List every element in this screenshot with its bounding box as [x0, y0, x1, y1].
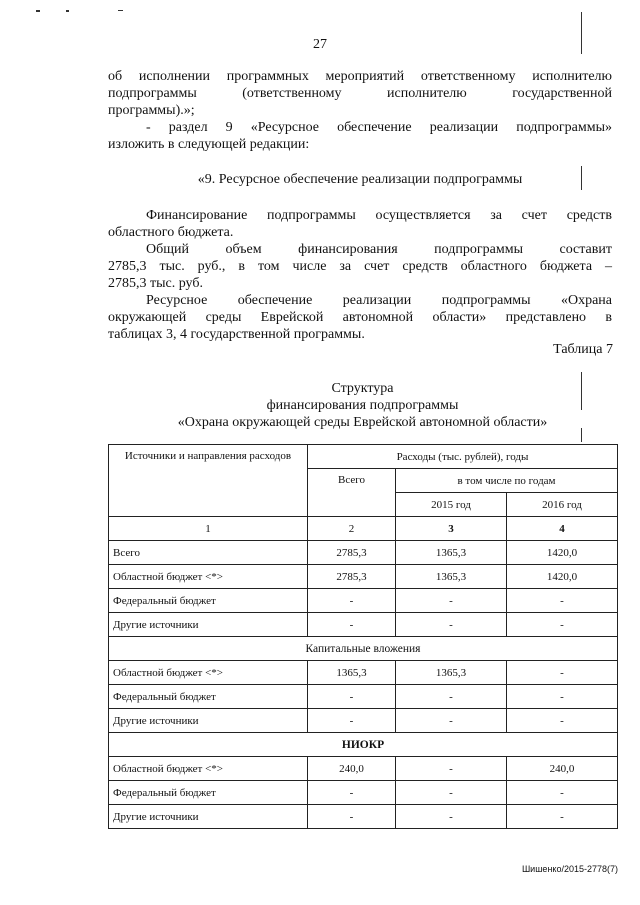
- table-title-line: Структура: [331, 381, 394, 396]
- row-total: -: [308, 685, 396, 709]
- row-total: 2785,3: [308, 565, 396, 589]
- row-2015: -: [396, 781, 507, 805]
- row-2016: 1420,0: [507, 565, 618, 589]
- text-line: 2785,3 тыс. руб.: [108, 276, 203, 291]
- financing-table-wrap: [108, 444, 617, 829]
- table-title-line: финансирования подпрограммы: [266, 398, 459, 413]
- header-2016: 2016 год: [507, 493, 618, 517]
- scan-mark: [118, 10, 123, 11]
- row-2015: 1365,3: [396, 541, 507, 565]
- text-line: - раздел 9 «Ресурсное обеспечение реализации подпрограммы»: [146, 120, 612, 135]
- section-capital-investments: Капитальные вложения: [109, 637, 618, 661]
- column-number: 2: [308, 517, 396, 541]
- row-2015: -: [396, 757, 507, 781]
- row-total: -: [308, 613, 396, 637]
- table-row: [109, 805, 618, 829]
- text-line: Финансирование подпрограммы осуществляется за счет средств: [146, 208, 612, 223]
- row-total: -: [308, 709, 396, 733]
- text-line: таблицах 3, 4 государственной программы.: [108, 327, 365, 342]
- table-row: [109, 781, 618, 805]
- table-label: Таблица 7: [553, 342, 613, 357]
- table-row: [109, 589, 618, 613]
- row-source: Федеральный бюджет: [109, 781, 308, 805]
- row-2015: -: [396, 685, 507, 709]
- column-number: 1: [109, 517, 308, 541]
- row-source: Федеральный бюджет: [109, 589, 308, 613]
- text-line: об исполнении программных мероприятий ответственному исполнителю: [108, 69, 612, 84]
- row-2016: -: [507, 661, 618, 685]
- row-2016: 1420,0: [507, 541, 618, 565]
- table-title: [108, 380, 617, 431]
- row-source: Областной бюджет <*>: [109, 757, 308, 781]
- row-source: Другие источники: [109, 613, 308, 637]
- header-2015: 2015 год: [396, 493, 507, 517]
- text-line: изложить в следующей редакции:: [108, 137, 310, 152]
- section-row: [109, 733, 618, 757]
- row-total: -: [308, 781, 396, 805]
- text-line: подпрограммы (ответственному исполнителю государственной: [108, 86, 612, 101]
- table-title-line: «Охрана окружающей среды Еврейской автономной области»: [177, 415, 548, 430]
- row-source: Всего: [109, 541, 308, 565]
- scan-mark: [36, 10, 40, 12]
- table-row: [109, 709, 618, 733]
- row-2016: -: [507, 685, 618, 709]
- row-2016: 240,0: [507, 757, 618, 781]
- row-2015: -: [396, 613, 507, 637]
- table-row: [109, 661, 618, 685]
- row-source: Областной бюджет <*>: [109, 661, 308, 685]
- table-row: [109, 565, 618, 589]
- column-number: 4: [507, 517, 618, 541]
- table-row: [109, 685, 618, 709]
- row-total: -: [308, 589, 396, 613]
- row-2015: 1365,3: [396, 565, 507, 589]
- page-number: 27: [313, 37, 327, 52]
- text-line: 2785,3 тыс. руб., в том числе за счет средств областного бюджета –: [108, 259, 612, 274]
- table-row: [109, 613, 618, 637]
- row-2015: -: [396, 589, 507, 613]
- section-row: [109, 637, 618, 661]
- section-heading: «9. Ресурсное обеспечение реализации подпрограммы: [197, 172, 523, 187]
- text-line: программы).»;: [108, 103, 195, 118]
- row-total: -: [308, 805, 396, 829]
- text-line: областного бюджета.: [108, 225, 234, 240]
- section-niokr: НИОКР: [109, 733, 618, 757]
- document-body: [108, 68, 612, 153]
- row-2016: -: [507, 805, 618, 829]
- text-line: Общий объем финансирования подпрограммы составит: [146, 242, 612, 257]
- row-2015: -: [396, 709, 507, 733]
- header-expenses: Расходы (тыс. рублей), годы: [308, 445, 618, 469]
- row-total: 2785,3: [308, 541, 396, 565]
- table-row: [109, 757, 618, 781]
- row-source: Федеральный бюджет: [109, 685, 308, 709]
- row-2016: -: [507, 589, 618, 613]
- row-total: 1365,3: [308, 661, 396, 685]
- column-number: 3: [396, 517, 507, 541]
- row-total: 240,0: [308, 757, 396, 781]
- table-row: [109, 541, 618, 565]
- row-2016: -: [507, 613, 618, 637]
- document-footer: Шишенко/2015-2778(7): [521, 864, 618, 874]
- row-2015: 1365,3: [396, 661, 507, 685]
- row-source: Другие источники: [109, 709, 308, 733]
- scan-mark: [66, 10, 69, 12]
- row-source: Другие источники: [109, 805, 308, 829]
- header-sources: Источники и направления расходов: [109, 445, 308, 517]
- row-2016: -: [507, 709, 618, 733]
- header-by-years: в том числе по годам: [396, 469, 618, 493]
- row-source: Областной бюджет <*>: [109, 565, 308, 589]
- header-total: Всего: [308, 469, 396, 517]
- document-body: [108, 207, 612, 343]
- text-line: Ресурсное обеспечение реализации подпрограммы «Охрана: [146, 293, 612, 308]
- text-line: окружающей среды Еврейской автономной области» представлено в: [108, 310, 612, 325]
- row-2015: -: [396, 805, 507, 829]
- row-2016: -: [507, 781, 618, 805]
- financing-table: [108, 444, 618, 829]
